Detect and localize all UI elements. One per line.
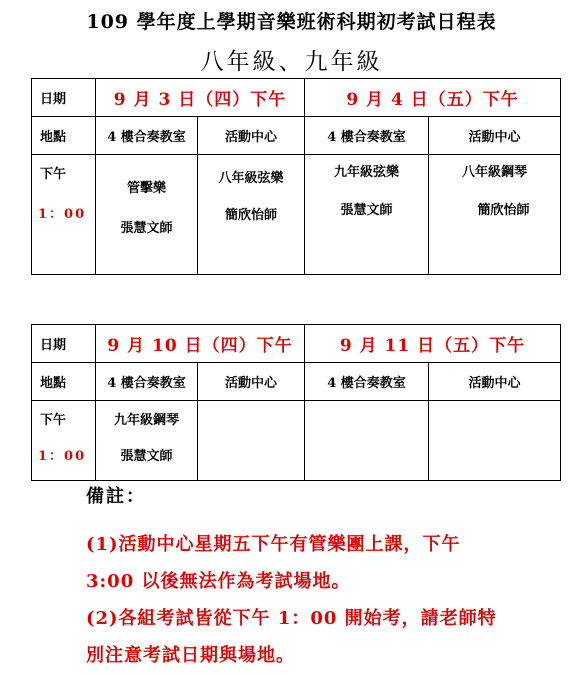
time-cell — [32, 401, 96, 481]
exam-cell-empty — [305, 401, 429, 481]
date-row-label: 日期 — [32, 325, 96, 363]
place-cell: 4 樓合奏教室 — [96, 363, 198, 401]
exam-row — [32, 155, 561, 275]
time-label-clock: 1：00 — [38, 207, 87, 222]
place-cell: 活動中心 — [429, 117, 561, 155]
time-label-clock: 1：00 — [38, 449, 87, 464]
schedule-table-week1 — [31, 78, 561, 275]
exam-subject: 八年級弦樂 — [218, 171, 284, 186]
date-row — [32, 79, 561, 117]
time-label-period: 下午 — [40, 167, 67, 182]
date-row-label: 日期 — [32, 79, 96, 117]
place-cell: 活動中心 — [429, 363, 561, 401]
date-cell: 9 月 11 日（五）下午 — [305, 325, 561, 363]
place-cell: 活動中心 — [198, 363, 305, 401]
time-cell — [32, 155, 96, 275]
place-row — [32, 363, 561, 401]
schedule-table-week2 — [31, 324, 561, 481]
place-row — [32, 117, 561, 155]
place-cell: 4 樓合奏教室 — [305, 117, 429, 155]
place-cell: 活動中心 — [198, 117, 305, 155]
place-cell: 4 樓合奏教室 — [305, 363, 429, 401]
exam-row — [32, 401, 561, 481]
exam-cell — [96, 155, 198, 275]
exam-teacher: 張慧文師 — [340, 203, 393, 218]
exam-cell-empty — [198, 401, 305, 481]
notes-title: 備註： — [86, 486, 146, 507]
place-row-label: 地點 — [32, 117, 96, 155]
exam-cell — [429, 155, 561, 275]
exam-teacher: 張慧文師 — [120, 221, 173, 236]
notes-section — [86, 482, 497, 674]
time-label-period: 下午 — [40, 413, 67, 428]
place-cell: 4 樓合奏教室 — [96, 117, 198, 155]
date-cell: 9 月 10 日（四）下午 — [96, 325, 305, 363]
exam-cell — [305, 155, 429, 275]
note-line: 別注意考試日期與場地。 — [86, 645, 295, 666]
note-line: (1)活動中心星期五下午有管樂團上課，下午 — [86, 534, 461, 555]
date-cell: 9 月 4 日（五）下午 — [305, 79, 561, 117]
place-row-label: 地點 — [32, 363, 96, 401]
note-line: (2)各組考試皆從下午 1：00 開始考，請老師特 — [86, 608, 497, 629]
exam-subject: 八年級鋼琴 — [462, 165, 528, 180]
exam-cell — [198, 155, 305, 275]
exam-subject: 九年級弦樂 — [334, 165, 400, 180]
exam-subject: 九年級鋼琴 — [113, 413, 179, 428]
note-line: 3:00 以後無法作為考試場地。 — [86, 571, 351, 592]
exam-teacher: 簡欣怡師 — [225, 208, 278, 223]
exam-subject: 管擊樂 — [126, 181, 166, 196]
exam-cell — [96, 401, 198, 481]
document-subtitle: 八年級、九年級 — [200, 49, 383, 75]
document-title: 109 學年度上學期音樂班術科期初考試日程表 — [86, 11, 497, 33]
exam-cell-empty — [429, 401, 561, 481]
exam-teacher: 張慧文師 — [120, 449, 173, 464]
exam-teacher: 簡欣怡師 — [477, 203, 530, 218]
date-cell: 9 月 3 日（四）下午 — [96, 79, 305, 117]
date-row — [32, 325, 561, 363]
